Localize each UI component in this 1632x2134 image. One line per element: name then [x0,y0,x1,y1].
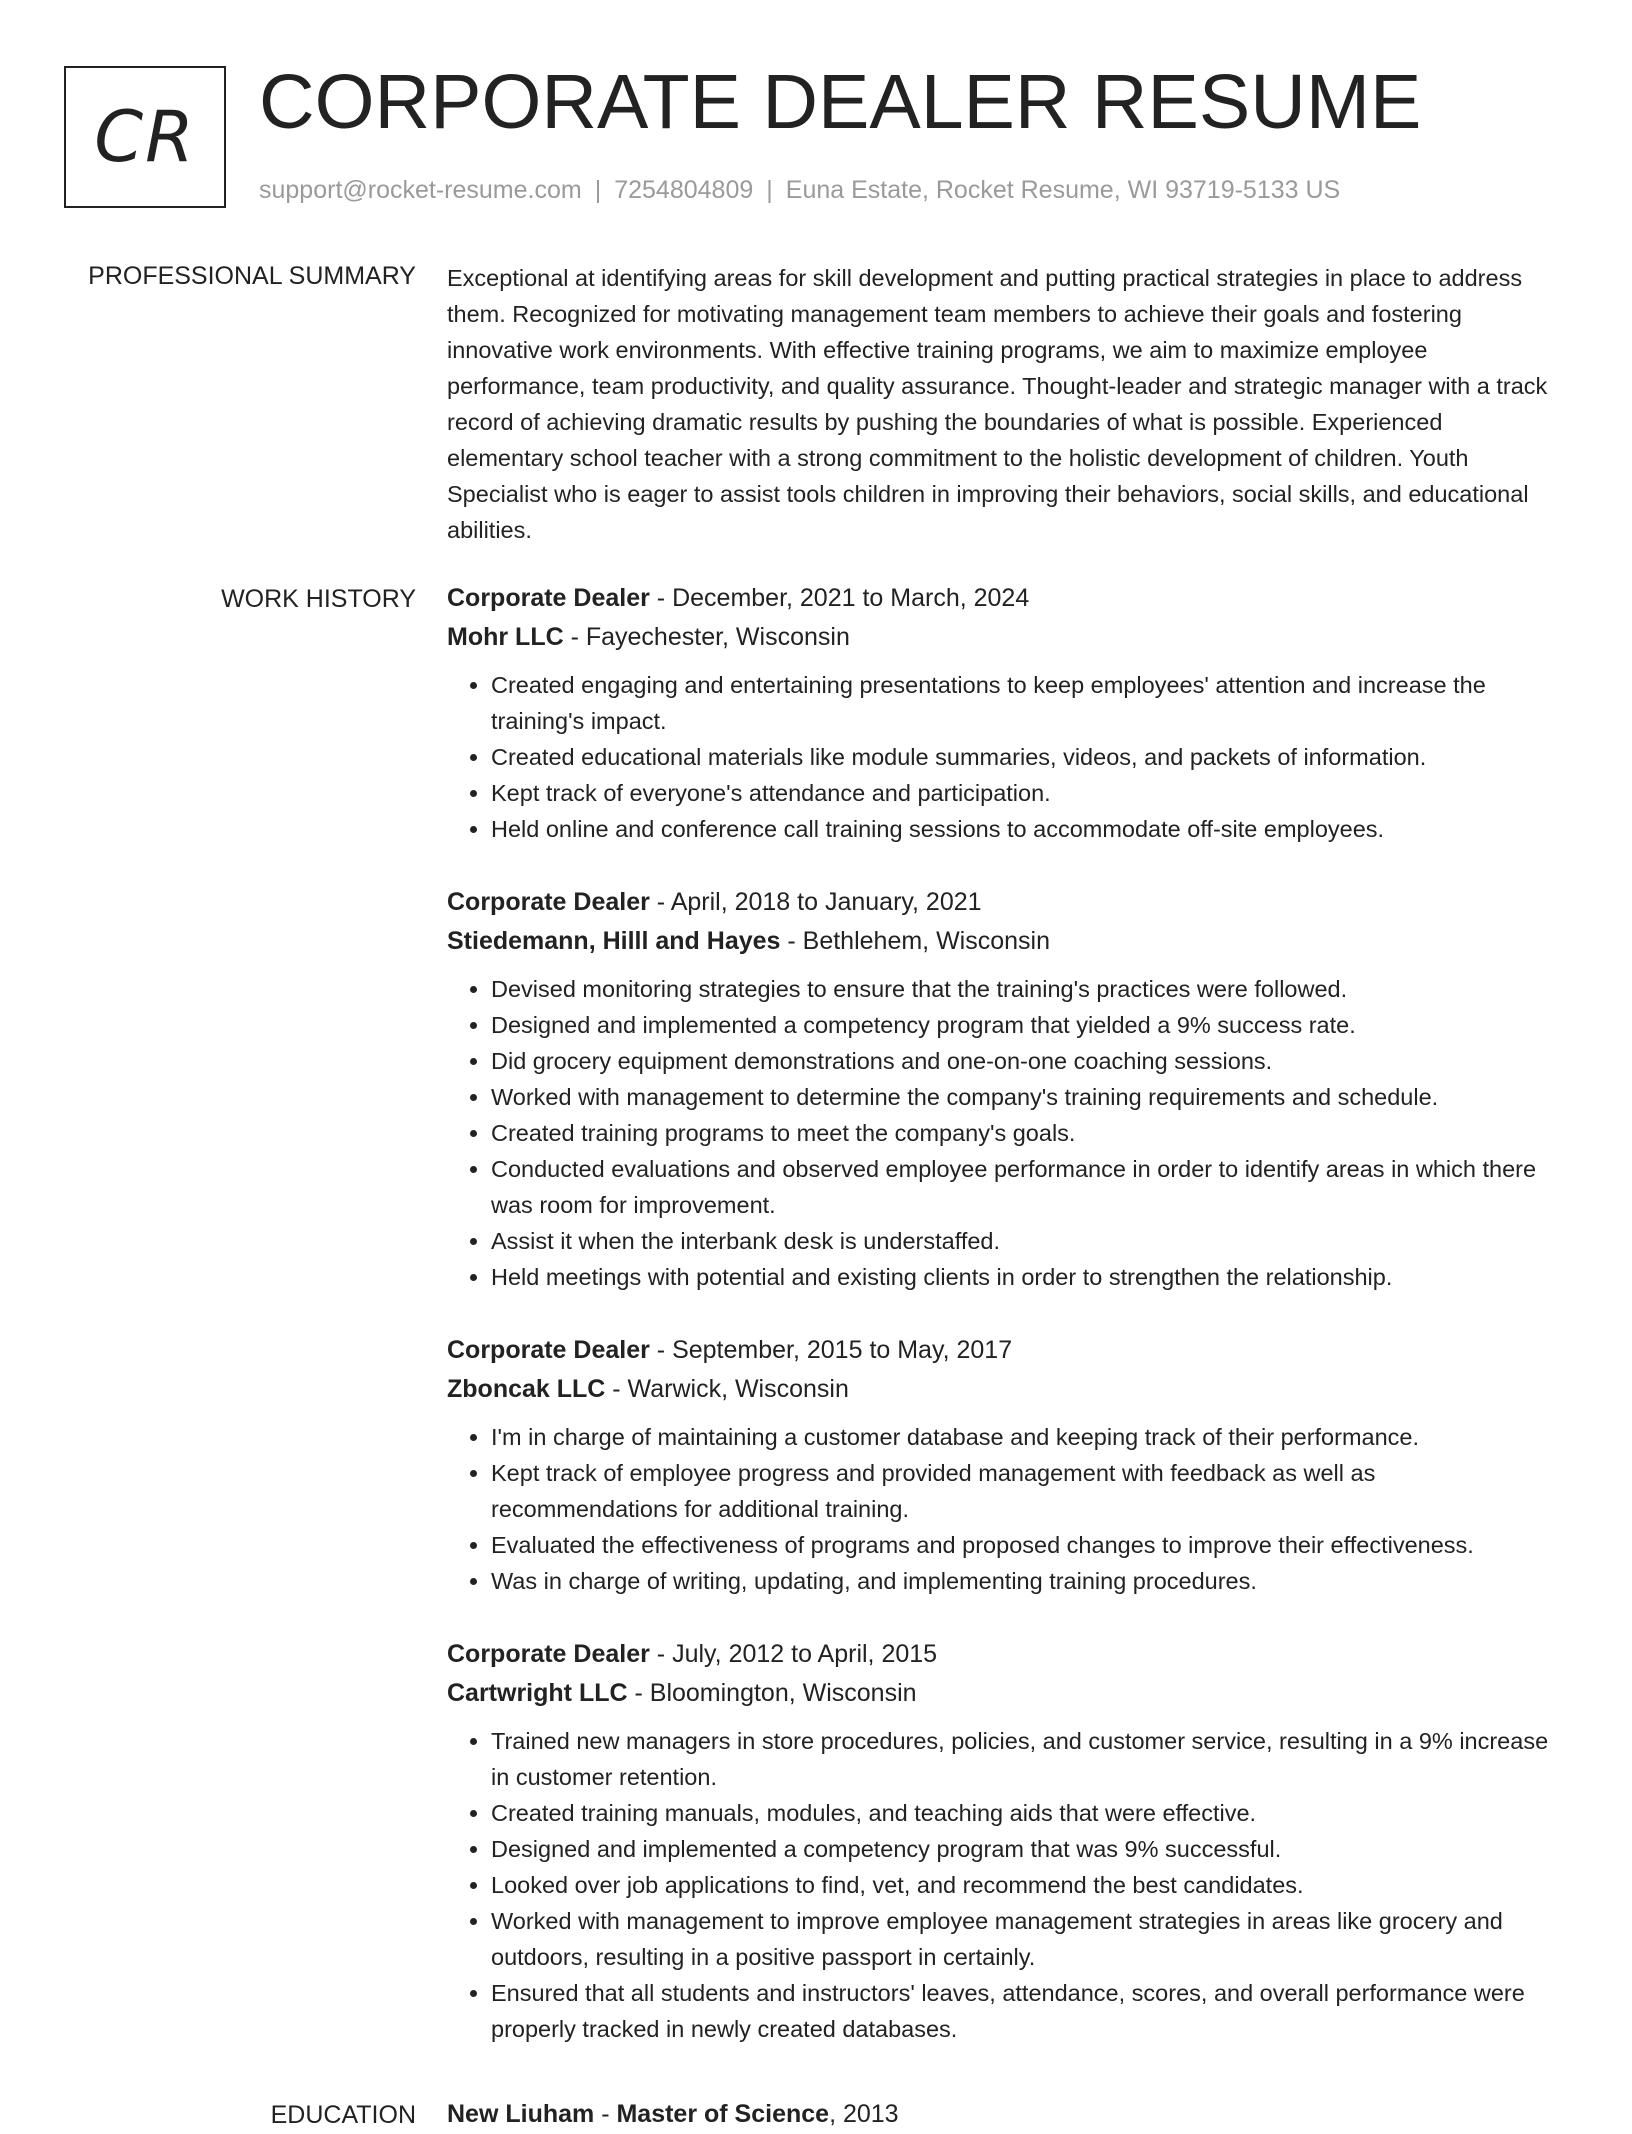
education-separator: - [594,2100,617,2128]
job-bullet: • Designed and implemented a competency program that was 9% successful. [491,1831,1565,1867]
job-location: - Warwick, Wisconsin [605,1375,849,1403]
summary-section-label: PROFESSIONAL SUMMARY [88,262,416,290]
job-bullet: • Assist it when the interbank desk is understaffed. [491,1223,1565,1259]
job-location: - Bethlehem, Wisconsin [780,927,1050,955]
job-bullet: • Kept track of employee progress and provided management with feedback as well as recommendations for additional training. [491,1455,1565,1527]
summary-text: Exceptional at identifying areas for skill development and putting practical strategies in place to address them. Recognized for motivating management team members to achieve their goals and fostering innovative work environments. With effective training programs, we aim to maximize employee performance, team productivity, and quality assurance. Thought-leader and strategic manager with a track record of achieving dramatic results by pushing the boundaries of what is possible. Experienced elementary school teacher with a strong commitment to the holistic development of children. Youth Specialist who is eager to assist tools children in improving their behaviors, social skills, and educational abilities. [447,265,1548,543]
job-company-line [447,1370,1565,1409]
job-bullet-list [447,1723,1565,2047]
job-bullet: • Worked with management to determine the company's training requirements and schedule. [491,1079,1565,1115]
job-bullet: • Evaluated the effectiveness of programs and proposed changes to improve their effectiveness. [491,1527,1565,1563]
job-entry [447,1635,1565,2047]
contact-line [259,172,1340,208]
job-dates: - September, 2015 to May, 2017 [649,1336,1013,1364]
job-company: Stiedemann, Hilll and Hayes [447,927,781,955]
job-bullet: • Trained new managers in store procedures, policies, and customer service, resulting in a 9% increase in customer retention. [491,1723,1565,1795]
job-bullet: • Devised monitoring strategies to ensure that the training's practices were followed. [491,971,1565,1007]
education-school: New Liuham [447,2100,595,2128]
job-title-line [447,1635,1565,1674]
job-company: Zboncak LLC [447,1375,606,1403]
job-entry [447,883,1565,1295]
job-bullet: • Conducted evaluations and observed employee performance in order to identify areas in which there was room for improvement. [491,1151,1565,1223]
work-history-section-label: WORK HISTORY [221,585,416,613]
job-title-line [447,883,1565,922]
job-entry [447,579,1565,847]
job-bullet: • Created educational materials like module summaries, videos, and packets of information. [491,739,1565,775]
contact-separator: | [594,176,602,204]
job-bullet: • Was in charge of writing, updating, and implementing training procedures. [491,1563,1565,1599]
job-entry [447,1331,1565,1599]
education-entry [447,2095,1565,2134]
job-company-line [447,618,1565,657]
job-title: Corporate Dealer [447,584,650,612]
job-title-line [447,579,1565,618]
job-bullet: • Created engaging and entertaining presentations to keep employees' attention and increase the training's impact. [491,667,1565,739]
job-location: - Bloomington, Wisconsin [627,1679,917,1707]
summary-section [447,260,1565,548]
job-title-line [447,1331,1565,1370]
monogram-box: CR [64,66,226,208]
job-bullet-list [447,971,1565,1295]
resume-title: CORPORATE DEALER RESUME [259,59,1422,145]
job-title: Corporate Dealer [447,1336,650,1364]
job-dates: - December, 2021 to March, 2024 [649,584,1030,612]
job-title: Corporate Dealer [447,888,650,916]
job-bullet-list [447,1419,1565,1599]
job-bullet: • Created training programs to meet the company's goals. [491,1115,1565,1151]
job-company-line [447,1674,1565,1713]
job-bullet: • Created training manuals, modules, and teaching aids that were effective. [491,1795,1565,1831]
education-year: 2013 [842,2100,899,2128]
job-location: - Fayechester, Wisconsin [563,623,850,651]
job-company: Cartwright LLC [447,1679,628,1707]
job-company: Mohr LLC [447,623,564,651]
job-bullet: • Held online and conference call training sessions to accommodate off-site employees. [491,811,1565,847]
job-title: Corporate Dealer [447,1640,650,1668]
education-section-label: EDUCATION [270,2101,416,2129]
job-bullet: • Kept track of everyone's attendance and participation. [491,775,1565,811]
job-bullet-list [447,667,1565,847]
job-bullet: • Designed and implemented a competency program that yielded a 9% success rate. [491,1007,1565,1043]
education-year-separator: , [829,2100,843,2128]
contact-email: support@rocket-resume.com [259,176,582,204]
education-section [447,2095,1565,2134]
job-company-line [447,922,1565,961]
job-bullet: • Looked over job applications to find, vet, and recommend the best candidates. [491,1867,1565,1903]
job-dates: - April, 2018 to January, 2021 [649,888,982,916]
job-dates: - July, 2012 to April, 2015 [649,1640,938,1668]
work-history-section [447,579,1565,2083]
contact-address: Euna Estate, Rocket Resume, WI 93719-5133 US [785,176,1341,204]
job-bullet: • Did grocery equipment demonstrations and one-on-one coaching sessions. [491,1043,1565,1079]
education-degree: Master of Science [616,2100,830,2128]
contact-separator: | [766,176,773,204]
job-bullet: • Worked with management to improve employee management strategies in areas like grocery and outdoors, resulting in a positive passport in certainly. [491,1903,1565,1975]
job-bullet: • Ensured that all students and instructors' leaves, attendance, scores, and overall performance were properly tracked in newly created databases. [491,1975,1565,2047]
job-bullet: • Held meetings with potential and existing clients in order to strengthen the relationship. [491,1259,1565,1295]
job-bullet: • I'm in charge of maintaining a customer database and keeping track of their performance. [491,1419,1565,1455]
contact-phone: 7254804809 [614,176,754,204]
